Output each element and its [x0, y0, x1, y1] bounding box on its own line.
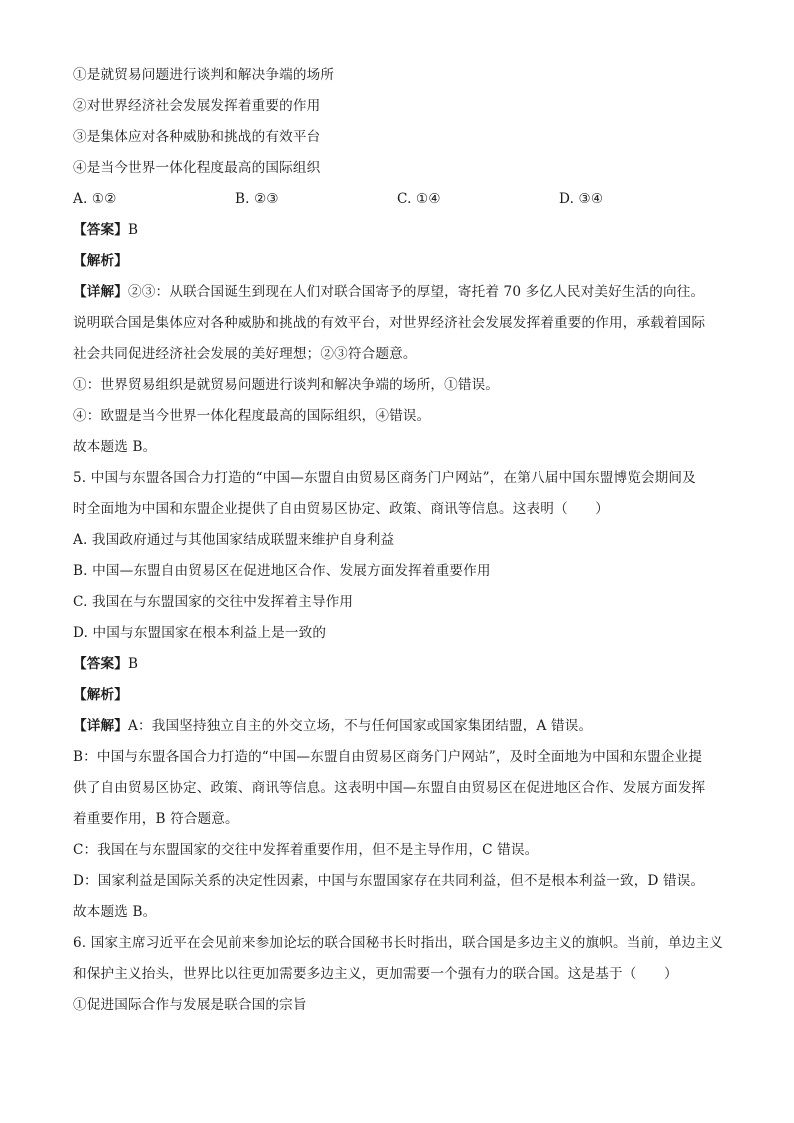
answer-value: B [127, 222, 139, 238]
answer-value: B [127, 656, 139, 672]
q4-analysis-heading [73, 246, 729, 277]
q4-item-2: ②对世界经济社会发展发挥着重要的作用 [73, 98, 321, 114]
detail-text: A：我国坚持独立自主的外交立场，不与任何国家或国家集团结盟，A 错误。 [127, 718, 593, 734]
q5-choice-d: D. 中国与东盟国家在根本利益上是一致的 [73, 625, 327, 641]
q4-answer [73, 215, 729, 246]
q4-option-c: C. ①④ [397, 191, 441, 207]
q4-detail-line-3: 社会共同促进经济社会发展的美好理想；②③符合题意。 [73, 346, 417, 362]
q5-detail-line-3: 供了自由贸易区协定、政策、商讯等信息。这表明中国—东盟自由贸易区在促进地区合作、发展方面发挥 [73, 780, 706, 796]
q6-item-1: ①促进国际合作与发展是联合国的宗旨 [73, 997, 307, 1013]
q5-stem-line-1: 5. 中国与东盟各国合力打造的“中国—东盟自由贸易区商务门户网站”，在第八届中国东盟博览会期间及 [73, 470, 696, 486]
q5-detail-line-6: D：国家利益是国际关系的决定性因素，中国与东盟国家存在共同利益，但不是根本利益一致，D 错误。 [73, 873, 705, 889]
q6-stem-line-1: 6. 国家主席习近平在会见前来参加论坛的联合国秘书长时指出，联合国是多边主义的旗帜。当前，单边主义 [73, 935, 723, 951]
q5-choice-c: C. 我国在与东盟国家的交往中发挥着主导作用 [73, 594, 354, 610]
q4-conclusion: 故本题选 B。 [73, 439, 157, 455]
q5-choice-b: B. 中国—东盟自由贸易区在促进地区合作、发展方面发挥着重要作用 [73, 563, 491, 579]
q5-choice-a: A. 我国政府通过与其他国家结成联盟来维护自身利益 [73, 532, 395, 548]
detail-text: ②③：从联合国诞生到现在人们对联合国寄予的厚望，寄托着 70 多亿人民对美好生活的向往。 [127, 284, 705, 300]
q4-detail-line-1 [73, 277, 729, 308]
detail-tag: 【详解】 [73, 718, 128, 734]
q5-detail-line-4: 着重要作用，B 符合题意。 [73, 811, 239, 827]
q4-detail-line-5: ④：欧盟是当今世界一体化程度最高的国际组织，④错误。 [73, 408, 431, 424]
q5-detail-line-1 [73, 711, 729, 742]
q5-detail-line-2: B：中国与东盟各国合力打造的“中国—东盟自由贸易区商务门户网站”，及时全面地为中国和东盟企业提 [73, 749, 703, 765]
q5-analysis-heading [73, 680, 729, 711]
q4-item-3: ③是集体应对各种威胁和挑战的有效平台 [73, 129, 321, 145]
q4-item-4: ④是当今世界一体化程度最高的国际组织 [73, 160, 321, 176]
q4-option-d: D. ③④ [559, 191, 604, 207]
q4-options [73, 184, 729, 215]
q4-option-a: A. ①② [73, 191, 117, 207]
q5-conclusion: 故本题选 B。 [73, 904, 157, 920]
answer-tag: 【答案】 [73, 222, 128, 238]
q4-option-b: B. ②③ [235, 191, 279, 207]
q4-item-1: ①是就贸易问题进行谈判和解决争端的场所 [73, 67, 335, 83]
q4-detail-line-4: ①：世界贸易组织是就贸易问题进行谈判和解决争端的场所，①错误。 [73, 377, 500, 393]
q5-answer [73, 649, 729, 680]
q4-detail-line-2: 说明联合国是集体应对各种威胁和挑战的有效平台，对世界经济社会发展发挥着重要的作用，承载着国际 [73, 315, 706, 331]
analysis-tag: 【解析】 [73, 687, 128, 703]
analysis-tag: 【解析】 [73, 253, 128, 269]
q6-stem-line-2: 和保护主义抬头，世界比以往更加需要多边主义，更加需要一个强有力的联合国。这是基于（ ） [73, 966, 678, 982]
document-page [73, 60, 729, 1021]
q5-detail-line-5: C：我国在与东盟国家的交往中发挥着重要作用，但不是主导作用，C 错误。 [73, 842, 539, 858]
detail-tag: 【详解】 [73, 284, 128, 300]
answer-tag: 【答案】 [73, 656, 128, 672]
q5-stem-line-2: 时全面地为中国和东盟企业提供了自由贸易区协定、政策、商讯等信息。这表明（ ） [73, 501, 610, 517]
